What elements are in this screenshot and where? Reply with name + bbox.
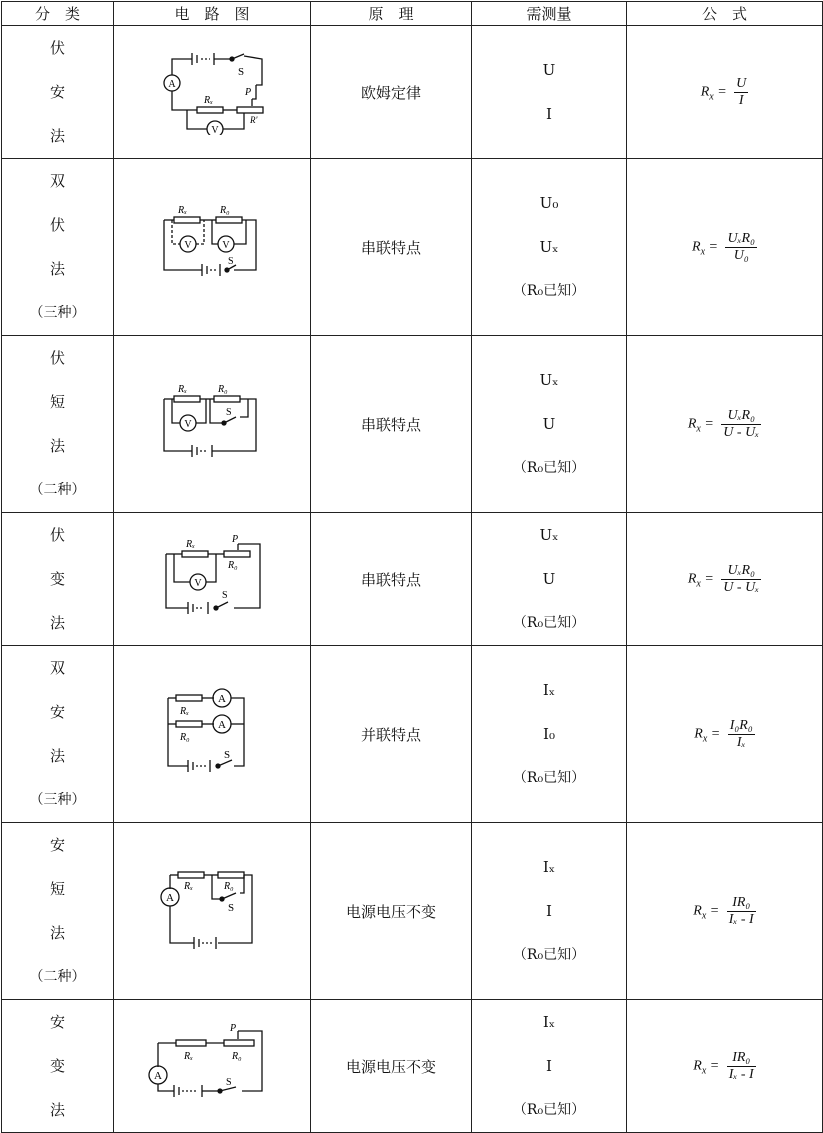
formula-denominator: Iₓ - I bbox=[728, 1066, 754, 1082]
circuit-diagram-cell bbox=[114, 513, 311, 646]
slider-label: P bbox=[232, 534, 239, 545]
category-cell bbox=[2, 823, 114, 1000]
formula-lhs-sub: x bbox=[696, 423, 701, 435]
measured-cell bbox=[472, 513, 627, 646]
formula-denominator: U₀ bbox=[733, 247, 749, 263]
category-char: 伏 bbox=[49, 216, 65, 234]
methods-table bbox=[1, 1, 823, 1133]
rx-label: Rₓ bbox=[184, 1051, 193, 1062]
formula-numerator: IR₀ bbox=[727, 1050, 756, 1067]
formula-denominator: Iₓ bbox=[736, 734, 746, 750]
circuit-diagram bbox=[152, 200, 272, 290]
table-row bbox=[2, 1000, 823, 1133]
category-char: （三种） bbox=[29, 792, 86, 808]
principle-cell: 电源电压不变 bbox=[311, 823, 472, 1000]
switch-label: S bbox=[226, 407, 232, 418]
table-row bbox=[2, 513, 823, 646]
table-row bbox=[2, 823, 823, 1000]
measured-cell bbox=[472, 1000, 627, 1133]
formula-denominator: U - Uₓ bbox=[723, 424, 760, 440]
switch-label: S bbox=[238, 66, 245, 78]
r0-label: R₀ bbox=[218, 384, 228, 395]
formula-cell: $R_x$ = $\frac{U}{I}$ bbox=[627, 26, 823, 159]
header-diagram: 电 路 图 bbox=[114, 2, 311, 26]
measured-item: U bbox=[542, 61, 556, 79]
circuit-diagram-cell bbox=[114, 26, 311, 159]
category-char: 法 bbox=[49, 614, 65, 632]
formula-lhs: R bbox=[693, 1058, 702, 1074]
category-char: 法 bbox=[49, 437, 65, 455]
measured-cell bbox=[472, 646, 627, 823]
category-char: 伏 bbox=[49, 526, 65, 544]
circuit-diagram bbox=[142, 1019, 282, 1109]
category-char: 安 bbox=[49, 836, 65, 854]
measured-item: I bbox=[546, 1057, 552, 1075]
formula-cell: $R_x$ = $\frac{\text{UₓR₀}}{\text{U - Uₓ}}$ bbox=[627, 336, 823, 513]
measured-cell bbox=[472, 26, 627, 159]
measured-item: （R₀已知） bbox=[512, 460, 586, 476]
rx-label: Rₓ bbox=[178, 205, 187, 216]
formula-lhs: R bbox=[693, 903, 702, 919]
header-row bbox=[2, 2, 823, 26]
category-char: 变 bbox=[49, 1057, 65, 1075]
measured-item: I bbox=[546, 902, 552, 920]
category-char: 安 bbox=[49, 703, 65, 721]
rx-label: Rₓ bbox=[180, 706, 189, 717]
r0-label: R₀ bbox=[224, 881, 234, 892]
formula-numerator: UₓR₀ bbox=[721, 408, 761, 425]
measured-item: （R₀已知） bbox=[512, 283, 586, 299]
category-char: （三种） bbox=[29, 305, 86, 321]
formula-lhs: R bbox=[687, 416, 697, 432]
r0-label: R₀ bbox=[232, 1051, 242, 1062]
formula-lhs-sub: x bbox=[701, 1065, 707, 1077]
category-char: 法 bbox=[49, 127, 65, 145]
r0-label: R₀ bbox=[220, 205, 230, 216]
category-char: （二种） bbox=[29, 969, 86, 985]
voltmeter-label: V bbox=[222, 240, 230, 251]
category-char: 短 bbox=[49, 393, 65, 411]
formula-lhs: R bbox=[694, 726, 703, 742]
principle-cell: 欧姆定律 bbox=[311, 26, 472, 159]
measured-item: I bbox=[546, 105, 552, 123]
formula-denominator: I bbox=[738, 92, 744, 108]
switch-label: S bbox=[228, 902, 235, 914]
formula-numerator: UₓR₀ bbox=[721, 563, 761, 580]
category-char: （二种） bbox=[29, 482, 86, 498]
measured-item: I₀ bbox=[543, 725, 555, 743]
measured-item: （R₀已知） bbox=[512, 1102, 586, 1118]
r0-label: R₀ bbox=[228, 560, 238, 571]
category-char: 法 bbox=[49, 260, 65, 278]
category-cell bbox=[2, 646, 114, 823]
principle-cell: 串联特点 bbox=[311, 513, 472, 646]
ammeter-label: A bbox=[218, 719, 226, 731]
switch-label: S bbox=[226, 1077, 232, 1088]
header-category: 分 类 bbox=[2, 2, 114, 26]
measured-item: （R₀已知） bbox=[512, 615, 586, 631]
category-char: 伏 bbox=[49, 39, 65, 57]
measured-item: Uₓ bbox=[539, 238, 559, 256]
measured-cell bbox=[472, 159, 627, 336]
circuit-diagram-cell bbox=[114, 1000, 311, 1133]
voltmeter-label: V bbox=[184, 419, 192, 430]
measured-item: Iₓ bbox=[542, 681, 556, 699]
formula-lhs-sub: x bbox=[696, 578, 701, 590]
measured-item: Uₓ bbox=[539, 371, 559, 389]
principle-cell: 并联特点 bbox=[311, 646, 472, 823]
formula-lhs-sub: x bbox=[709, 91, 714, 103]
formula-numerator: UₓR₀ bbox=[727, 230, 755, 246]
category-char: 伏 bbox=[49, 349, 65, 367]
category-char: 法 bbox=[49, 747, 65, 765]
r0-label: R₀ bbox=[180, 732, 190, 743]
principle-cell: 串联特点 bbox=[311, 159, 472, 336]
header-principle: 原 理 bbox=[311, 2, 472, 26]
category-char: 安 bbox=[49, 83, 65, 101]
switch-label: S bbox=[224, 749, 231, 761]
formula-lhs: R bbox=[700, 84, 710, 100]
formula-cell: $R_x$ = $\frac{\text{UₓR₀}}{\text{U₀}}$ bbox=[627, 159, 823, 336]
measured-item: U bbox=[542, 570, 556, 588]
category-cell bbox=[2, 336, 114, 513]
formula-lhs: R bbox=[692, 239, 701, 255]
category-char: 变 bbox=[49, 570, 65, 588]
formula-lhs-sub: x bbox=[700, 246, 706, 258]
formula-denominator: Iₓ - I bbox=[728, 911, 754, 927]
category-cell bbox=[2, 159, 114, 336]
circuit-diagram bbox=[152, 532, 272, 622]
voltmeter-label: V bbox=[184, 240, 192, 251]
formula-lhs-sub: x bbox=[702, 733, 708, 745]
principle-cell: 电源电压不变 bbox=[311, 1000, 472, 1133]
voltmeter-label: V bbox=[194, 578, 202, 589]
slider-label: P bbox=[245, 87, 252, 98]
circuit-diagram bbox=[152, 859, 272, 959]
circuit-diagram-cell bbox=[114, 823, 311, 1000]
table-row bbox=[2, 26, 823, 159]
formula-denominator: U - Uₓ bbox=[723, 579, 760, 595]
header-measured: 需测量 bbox=[472, 2, 627, 26]
circuit-diagram-cell bbox=[114, 646, 311, 823]
category-char: 法 bbox=[49, 924, 65, 942]
category-cell bbox=[2, 26, 114, 159]
switch-label: S bbox=[228, 256, 234, 267]
category-char: 安 bbox=[49, 1013, 65, 1031]
measured-item: Uₓ bbox=[539, 526, 559, 544]
rx-label: Rₓ bbox=[178, 384, 187, 395]
category-char: 双 bbox=[49, 172, 65, 190]
category-char: 短 bbox=[49, 880, 65, 898]
category-cell bbox=[2, 1000, 114, 1133]
formula-cell: $R_x$ = $\frac{\text{UₓR₀}}{\text{U - Uₓ}}$ bbox=[627, 513, 823, 646]
formula-cell: $R_x$ = $\frac{\text{I₀R₀}}{\text{Iₓ}}$ bbox=[627, 646, 823, 823]
header-formula: 公 式 bbox=[627, 2, 823, 26]
ammeter-label: A bbox=[166, 892, 174, 904]
table-row bbox=[2, 159, 823, 336]
category-cell bbox=[2, 513, 114, 646]
circuit-diagram bbox=[152, 377, 272, 467]
circuit-diagram-cell bbox=[114, 159, 311, 336]
measured-item: Iₓ bbox=[542, 1013, 556, 1031]
formula-numerator: IR₀ bbox=[727, 895, 756, 912]
category-char: 双 bbox=[49, 659, 65, 677]
measured-item: U₀ bbox=[539, 194, 559, 212]
measured-cell bbox=[472, 336, 627, 513]
ammeter-label: A bbox=[168, 79, 176, 90]
measured-item: （R₀已知） bbox=[512, 947, 586, 963]
circuit-diagram bbox=[152, 682, 272, 782]
measured-cell bbox=[472, 823, 627, 1000]
rx-label: Rₓ bbox=[184, 881, 193, 892]
measured-item: U bbox=[542, 415, 556, 433]
ammeter-label: A bbox=[218, 693, 226, 705]
table-row bbox=[2, 646, 823, 823]
table-row bbox=[2, 336, 823, 513]
circuit-diagram-cell bbox=[114, 336, 311, 513]
formula-cell: $R_x$ = $\frac{\text{IR₀}}{\text{Iₓ - I}}$ bbox=[627, 1000, 823, 1133]
circuit-diagram bbox=[152, 45, 272, 135]
r-prime-label: R' bbox=[250, 115, 258, 125]
measured-item: （R₀已知） bbox=[512, 770, 586, 786]
formula-lhs-sub: x bbox=[701, 910, 707, 922]
principle-cell: 串联特点 bbox=[311, 336, 472, 513]
ammeter-label: A bbox=[154, 1070, 162, 1082]
switch-label: S bbox=[222, 590, 228, 601]
slider-label: P bbox=[230, 1023, 237, 1034]
rx-label: Rₓ bbox=[186, 539, 195, 550]
measured-item: Iₓ bbox=[542, 858, 556, 876]
voltmeter-label: V bbox=[211, 125, 219, 135]
formula-numerator: I₀R₀ bbox=[729, 717, 753, 733]
formula-lhs: R bbox=[687, 571, 697, 587]
formula-numerator: U bbox=[736, 75, 747, 91]
formula-cell: $R_x$ = $\frac{\text{IR₀}}{\text{Iₓ - I}}$ bbox=[627, 823, 823, 1000]
rx-label: Rₓ bbox=[204, 95, 213, 106]
category-char: 法 bbox=[49, 1101, 65, 1119]
